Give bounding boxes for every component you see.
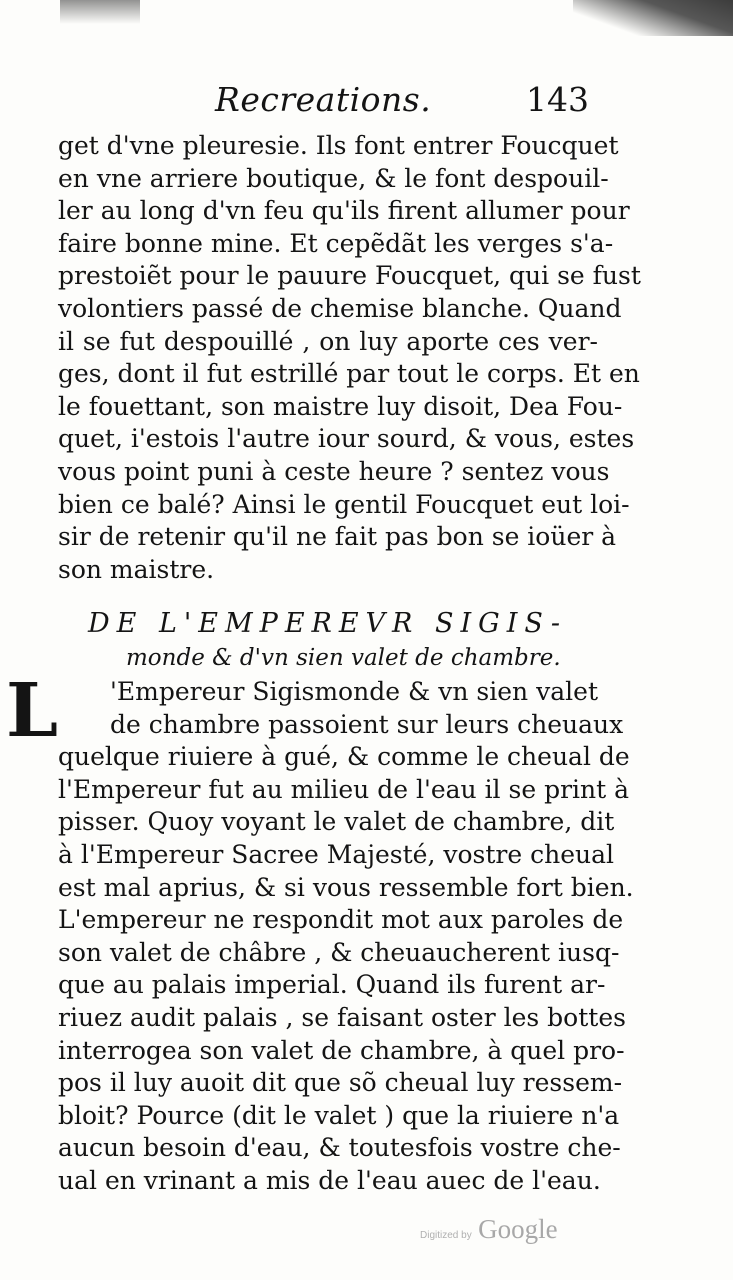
text-line: ges, dont il fut estrillé par tout le corps. Et en: [58, 359, 640, 389]
text-line: en vne arriere boutique, & le font despouil-: [58, 163, 609, 193]
paragraph-1: [58, 130, 641, 586]
text-line: quet, i'estois l'autre iour sourd, & vous, estes: [58, 424, 635, 454]
text-line: le fouettant, son maistre luy disoit, Dea Fou-: [58, 391, 623, 421]
text-line: bien ce balé? Ainsi le gentil Foucquet eut loi-: [58, 489, 630, 519]
running-title: Recreations.: [215, 80, 432, 119]
google-wordmark: Google: [478, 1214, 558, 1244]
text-line: bloit? Pource (dit le valet ) que la riuiere n'a: [58, 1100, 620, 1130]
text-line: son valet de châbre , & cheuaucherent iusq-: [58, 937, 620, 967]
text-line: vous point puni à ceste heure ? sentez vous: [58, 456, 610, 486]
chapter-heading: [88, 606, 588, 674]
text-line: ual en vrinant a mis de l'eau auec de l'eau.: [58, 1165, 601, 1195]
text-line: faire bonne mine. Et cepẽdãt les verges s'a-: [58, 228, 614, 258]
chapter-heading-line-2: monde & d'vn sien valet de chambre.: [126, 645, 561, 671]
text-line: est mal aprius, & si vous ressemble fort bien.: [58, 872, 634, 902]
page-number: 143: [526, 80, 589, 119]
text-line: ler au long d'vn feu qu'ils firent allumer pour: [58, 196, 630, 226]
digitized-by-google-watermark: [420, 1214, 558, 1245]
text-line: il se fut despouillé , on luy aporte ces ver-: [58, 326, 598, 356]
text-line: riuez audit palais , se faisant oster les bottes: [58, 1002, 626, 1032]
text-line: pisser. Quoy voyant le valet de chambre, dit: [58, 807, 615, 837]
digitized-by-label: Digitized by: [420, 1230, 472, 1241]
text-line: l'Empereur fut au milieu de l'eau il se print à: [58, 774, 630, 804]
text-line: quelque riuiere à gué, & comme le cheual de: [58, 742, 630, 772]
scan-shadow-left: [60, 0, 140, 24]
scan-shadow: [573, 0, 733, 36]
text-line: pos il luy auoit dit que sõ cheual luy ressem-: [58, 1068, 623, 1098]
page-header: [215, 80, 595, 124]
text-line: 'Empereur Sigismonde & vn sien valet: [110, 677, 598, 706]
text-line: que au palais imperial. Quand ils furent ar-: [58, 970, 606, 1000]
text-line: son maistre.: [58, 554, 215, 584]
text-line: prestoiẽt pour le pauure Foucquet, qui se fust: [58, 261, 641, 291]
text-line: get d'vne pleuresie. Ils font entrer Foucquet: [58, 131, 619, 160]
text-line: L'empereur ne respondit mot aux paroles de: [58, 905, 624, 935]
paragraph-2: [58, 676, 634, 1198]
text-line: sir de retenir qu'il ne fait pas bon se ioüer à: [58, 522, 617, 552]
chapter-heading-line-1: DE L'EMPEREVR SIGIS-: [88, 608, 567, 639]
text-line: de chambre passoient sur leurs cheuaux: [110, 709, 624, 739]
text-line: à l'Empereur Sacree Majesté, vostre cheual: [58, 839, 614, 869]
text-line: interrogea son valet de chambre, à quel pro-: [58, 1035, 625, 1065]
text-line: aucun besoin d'eau, & toutesfois vostre che-: [58, 1133, 621, 1163]
text-line: volontiers passé de chemise blanche. Quand: [58, 293, 622, 323]
drop-cap: L: [6, 668, 59, 754]
